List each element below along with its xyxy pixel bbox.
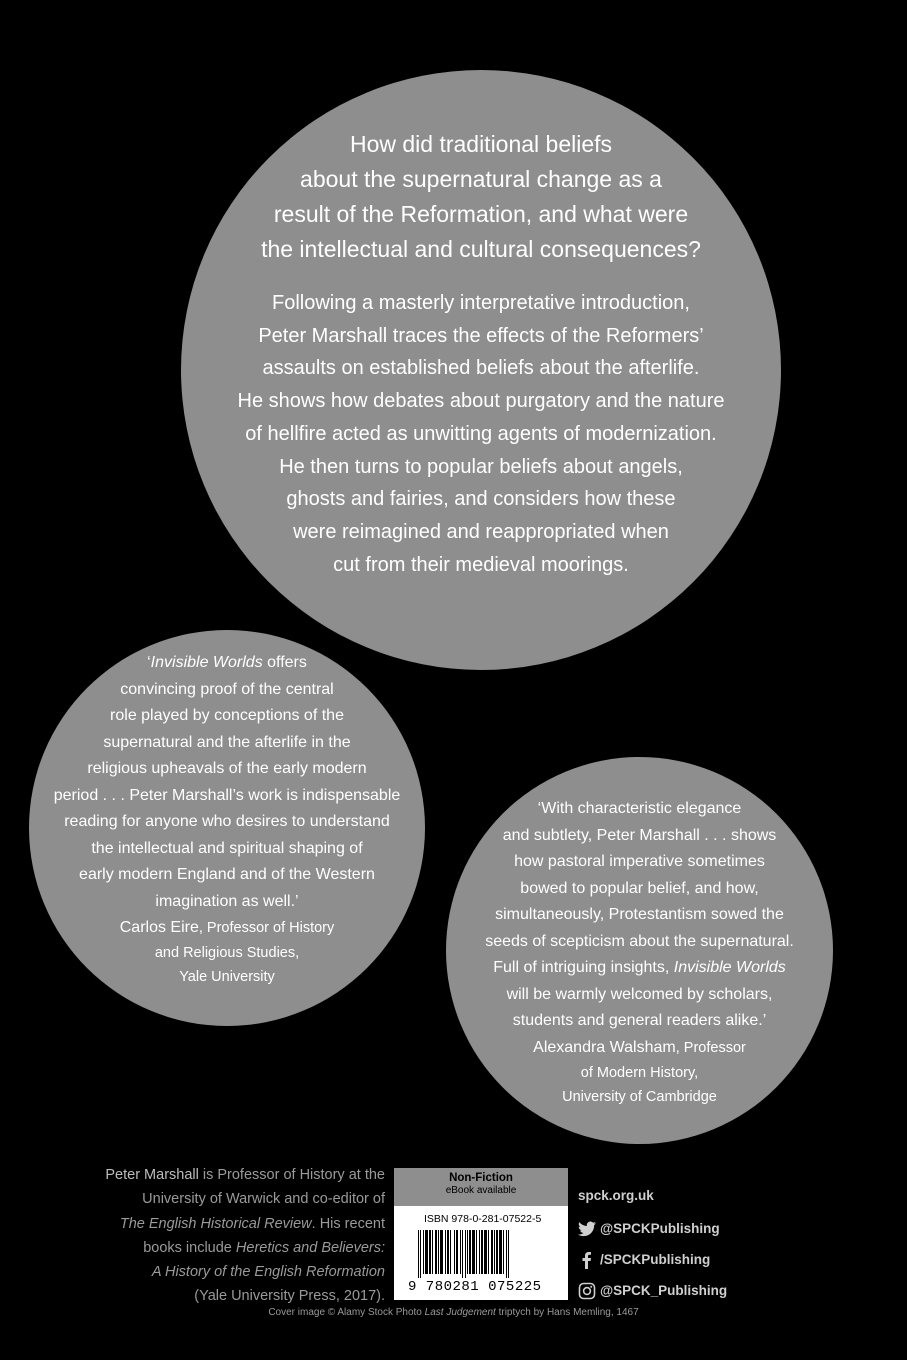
text-line: will be warmly welcomed by scholars, (506, 985, 773, 1003)
text-line: role played by conceptions of the (110, 707, 344, 724)
barcode-bar (423, 1230, 424, 1274)
text-line: religious upheavals of the early modern (87, 760, 367, 777)
review-quote-eire (29, 630, 425, 1026)
facebook-f-icon (578, 1251, 596, 1269)
text-line: students and general readers alike.’ (512, 1012, 767, 1029)
text-line: were reimagined and reappropriated when (293, 520, 669, 543)
question-line: How did traditional beliefs (349, 131, 613, 157)
text-line: He shows how debates about purgatory and the nature (237, 390, 725, 413)
twitter-link[interactable]: @SPCKPublishing (578, 1213, 727, 1244)
barcode-bar (476, 1230, 477, 1274)
text-line: ‘With characteristic elegance (537, 800, 742, 817)
barcode-bar (491, 1230, 493, 1274)
barcode-bar (472, 1230, 475, 1274)
barcode-bar (445, 1230, 446, 1274)
barcode-bar (479, 1230, 480, 1274)
barcode-bar (469, 1230, 471, 1274)
barcode-bar (494, 1230, 495, 1274)
text-line: convincing proof of the central (120, 680, 334, 698)
text-line: how pastoral imperative sometimes (514, 853, 765, 870)
attribution-line: and Religious Studies, (154, 945, 300, 961)
barcode-bar (488, 1230, 489, 1274)
text-line: Following a masterly interpretative introduction, (272, 292, 690, 314)
text-line: bowed to popular belief, and how, (520, 879, 759, 897)
cover-credit: Cover image © Alamy Stock Photo Last Judgement triptych by Hans Memling, 1467 (268, 1307, 639, 1318)
barcode-bar (447, 1230, 449, 1274)
website-link[interactable]: spck.org.uk (578, 1187, 654, 1203)
barcode-bar (450, 1230, 451, 1274)
text-line: the intellectual and spiritual shaping of (91, 839, 363, 857)
question-line: the intellectual and cultural consequences? (261, 236, 701, 262)
isbn-text: ISBN 978-0-281-07522-5 (424, 1213, 542, 1225)
barcode-box (394, 1168, 568, 1300)
publisher-links (578, 1183, 727, 1306)
category-text: Non-Fiction (449, 1172, 513, 1184)
barcode-bar (506, 1230, 507, 1278)
text-line: He then turns to popular beliefs about angels, (279, 455, 683, 478)
twitter-bird-icon (578, 1221, 596, 1237)
attribution-line: University of Cambridge (562, 1088, 717, 1105)
barcode-bar (499, 1230, 502, 1274)
text-line: cut from their medieval moorings. (333, 553, 629, 576)
text-line: supernatural and the afterlife in the (103, 733, 351, 751)
barcode-bar (418, 1230, 419, 1278)
text-line: reading for anyone who desires to understand (64, 813, 390, 830)
instagram-link[interactable]: @SPCK_Publishing (578, 1275, 727, 1306)
author-bio: Peter Marshall is Professor of History at the University of Warwick and co-editor of The English Historical Review. His recent books include Heretics and Believers: A History of the English Reformation (Yale University Press, 2017). (105, 1167, 385, 1305)
attribution: Alexandra Walsham, Professor (533, 1038, 746, 1056)
text-line: of hellfire acted as unwitting agents of modernization. (245, 422, 717, 445)
barcode-bar (503, 1230, 504, 1274)
barcode-bar (460, 1230, 461, 1274)
text-line: period . . . Peter Marshall’s work is indispensable (53, 786, 401, 804)
barcode-bar (496, 1230, 498, 1274)
text-line: imagination as well.’ (155, 892, 299, 910)
text-line: assaults on established beliefs about the afterlife. (262, 357, 700, 380)
barcode-bar (432, 1230, 433, 1274)
barcode-bar (429, 1230, 431, 1274)
text-line: early modern England and of the Western (79, 866, 375, 883)
barcode-bar (425, 1230, 428, 1274)
barcode-bar (456, 1230, 458, 1274)
barcode-bar (481, 1230, 483, 1274)
text-line: Peter Marshall traces the effects of the Reformers’ (258, 324, 704, 347)
attribution-line: of Modern History, (580, 1064, 699, 1081)
barcode-bar (465, 1230, 466, 1278)
review-quote-walsham (446, 757, 833, 1144)
barcode-bar (440, 1230, 443, 1274)
question-line: about the supernatural change as a (300, 166, 662, 192)
facebook-link[interactable]: /SPCKPublishing (578, 1244, 727, 1275)
attribution-line: Yale University (179, 969, 275, 985)
barcode-bar (484, 1230, 487, 1274)
category-label (394, 1168, 568, 1206)
barcode-bar (462, 1230, 463, 1278)
text-line: ‘Invisible Worlds offers (147, 654, 307, 671)
text-line: seeds of scepticism about the supernatural. (485, 932, 794, 950)
barcode-bars (418, 1230, 546, 1278)
instagram-icon (578, 1282, 596, 1300)
barcode-bar (438, 1230, 439, 1274)
question-line: result of the Reformation, and what were (273, 201, 689, 227)
attribution: Carlos Eire, Professor of History (119, 919, 335, 936)
ebook-text: eBook available (445, 1185, 517, 1196)
text-line: simultaneously, Protestantism sowed the (495, 906, 784, 923)
barcode-bar (420, 1230, 421, 1278)
author-name: Peter Marshall (105, 1167, 199, 1183)
synopsis-circle (181, 70, 781, 670)
barcode-bar (467, 1230, 468, 1274)
barcode-bar (435, 1230, 437, 1274)
text-line: and subtlety, Peter Marshall . . . shows (502, 826, 777, 844)
barcode-bar (454, 1230, 455, 1274)
barcode-bar (508, 1230, 509, 1278)
text-line: ghosts and fairies, and considers how these (286, 488, 676, 511)
text-line: Full of intriguing insights, Invisible Worlds (493, 959, 786, 976)
barcode-digits: 9 780281 075225 (408, 1279, 542, 1295)
